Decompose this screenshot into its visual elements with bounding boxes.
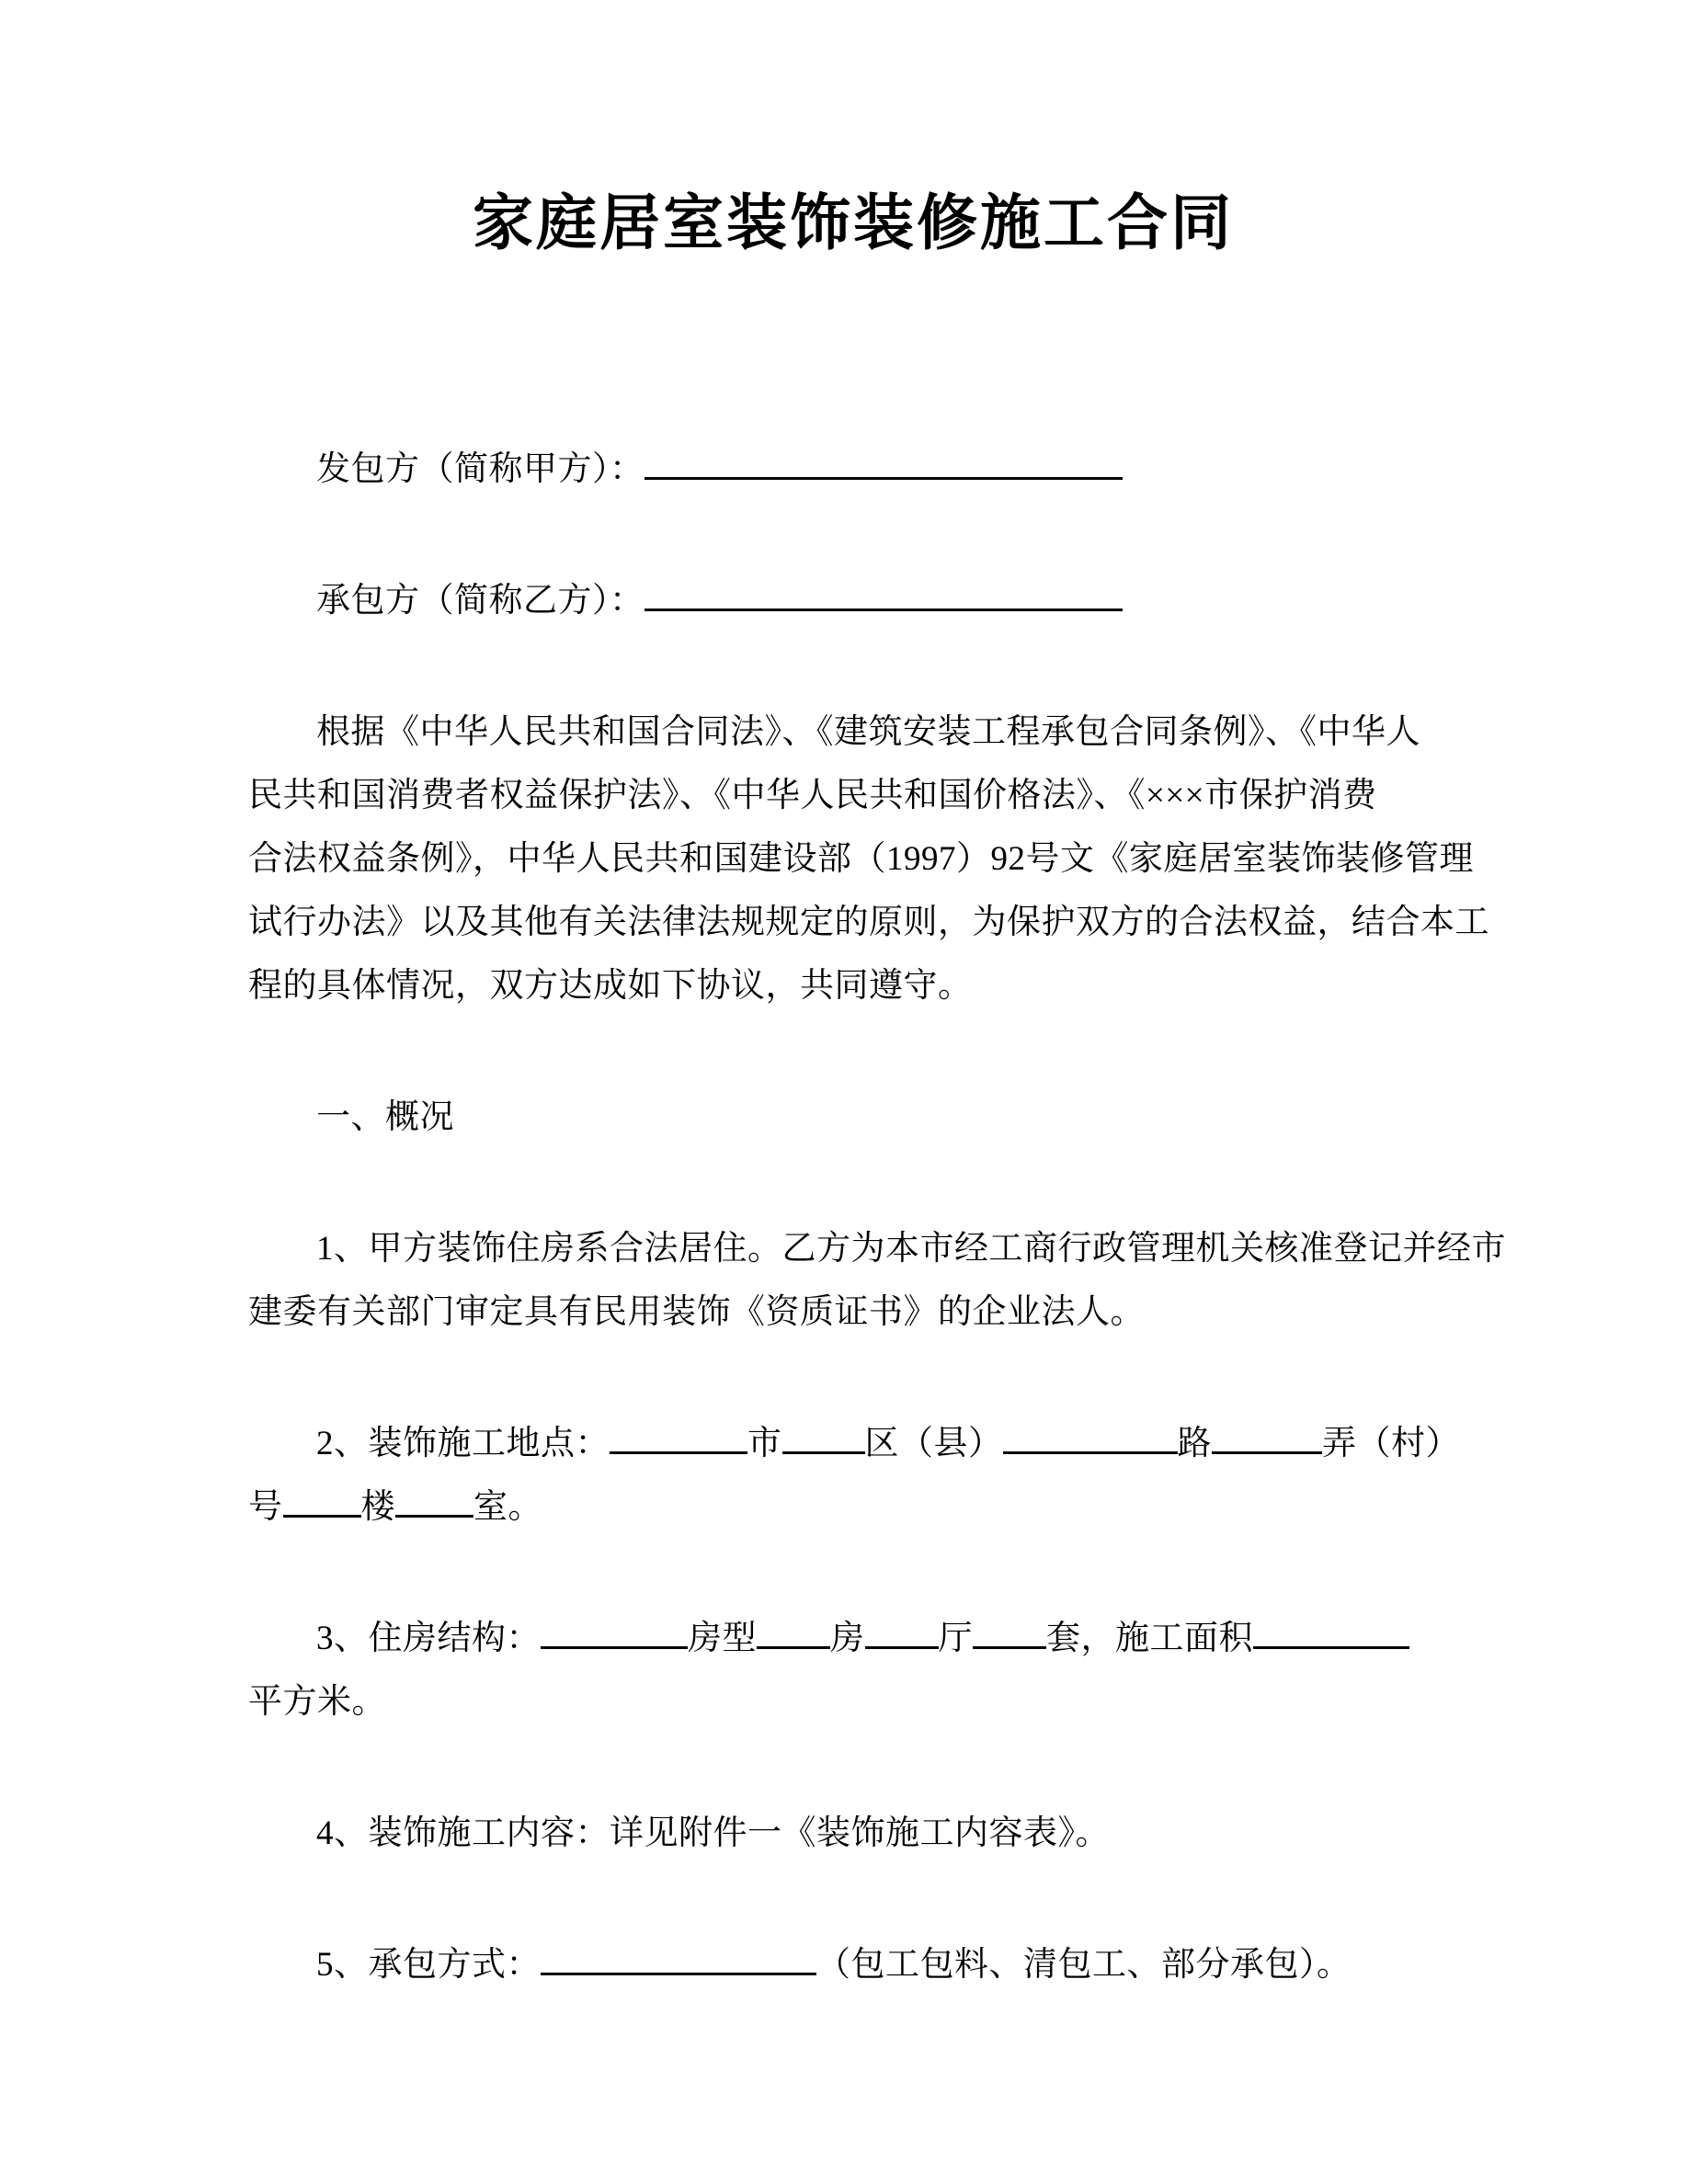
fill-in-blank [1212, 1415, 1322, 1454]
fill-in-blank [644, 572, 1123, 611]
text-line [248, 1933, 1458, 1996]
fill-in-blank [757, 1610, 830, 1649]
text-run: 民共和国消费者权益保护法》、《中华人民共和国价格法》、《×××市保护消费 [248, 777, 1377, 814]
text-run: 区（县） [864, 1425, 1003, 1462]
fill-in-blank [782, 1415, 865, 1454]
fill-in-blank [541, 1936, 816, 1975]
text-line [248, 827, 1474, 891]
text-line [248, 1086, 1458, 1149]
text-run: 发包方（简称甲方）： [316, 450, 644, 488]
section-1-heading [248, 1086, 1458, 1149]
text-line [248, 1217, 1506, 1280]
fill-in-blank [973, 1610, 1046, 1649]
text-run: 2、装饰施工地点： [316, 1425, 610, 1462]
preamble-paragraph [248, 700, 1489, 1018]
party-b-line [248, 569, 1458, 632]
text-line [248, 1475, 1458, 1539]
text-run: （包工包料、清包工、部分承包）。 [816, 1946, 1352, 1984]
text-run: 5、承包方式： [316, 1946, 541, 1984]
text-line [248, 1412, 1458, 1475]
fill-in-blank [283, 1478, 361, 1518]
fill-in-blank [541, 1610, 688, 1649]
text-line [248, 891, 1489, 954]
party-a-line [248, 438, 1458, 501]
text-line [248, 1280, 1458, 1344]
document-body [248, 438, 1506, 1996]
text-run: 弄（村） [1322, 1425, 1460, 1462]
text-run: 楼 [360, 1488, 395, 1526]
text-run: 平方米。 [248, 1683, 386, 1721]
fill-in-blank [1003, 1415, 1178, 1454]
text-run: 根据《中华人民共和国合同法》、《建筑安装工程承包合同条例》、《中华人 [316, 713, 1420, 751]
text-run: 房型 [688, 1620, 757, 1657]
text-line [248, 1802, 1458, 1865]
fill-in-blank [865, 1610, 939, 1649]
text-run: 室。 [473, 1488, 542, 1526]
fill-in-blank [1253, 1610, 1409, 1649]
item-5 [248, 1933, 1458, 1996]
fill-in-blank [644, 440, 1123, 480]
fill-in-blank [610, 1415, 747, 1454]
text-run: 路 [1177, 1425, 1212, 1462]
text-run: 一、概况 [316, 1098, 454, 1136]
text-run: 承包方（简称乙方）： [316, 582, 644, 620]
document-title: 家庭居室装饰装修施工合同 [473, 188, 1234, 256]
item-3 [248, 1607, 1458, 1734]
text-run: 合法权益条例》，中华人民共和国建设部（1997）92号文《家庭居室装饰装修管理 [248, 840, 1474, 878]
text-line [248, 954, 1458, 1018]
text-run: 3、住房结构： [316, 1620, 541, 1657]
text-line [248, 438, 1458, 501]
text-run: 4、装饰施工内容：详见附件一《装饰施工内容表》。 [316, 1814, 1110, 1852]
item-1 [248, 1217, 1506, 1344]
text-run: 号 [248, 1488, 283, 1526]
text-run: 程的具体情况，双方达成如下协议，共同遵守。 [248, 967, 973, 1005]
text-line [248, 569, 1458, 632]
text-line [248, 700, 1458, 764]
item-4 [248, 1802, 1458, 1865]
text-run: 市 [747, 1425, 782, 1462]
text-line [248, 764, 1458, 827]
text-run: 1、甲方装饰住房系合法居住。乙方为本市经工商行政管理机关核准登记并经市 [316, 1230, 1506, 1268]
text-line [248, 1607, 1458, 1670]
text-run: 厅 [938, 1620, 973, 1657]
text-line [248, 1670, 1458, 1734]
fill-in-blank [395, 1478, 473, 1518]
text-run: 建委有关部门审定具有民用装饰《资质证书》的企业法人。 [248, 1293, 1145, 1331]
text-run: 房 [830, 1620, 865, 1657]
text-run: 试行办法》以及其他有关法律法规规定的原则，为保护双方的合法权益，结合本工 [248, 904, 1489, 941]
item-2 [248, 1412, 1458, 1539]
text-run: 套，施工面积 [1046, 1620, 1253, 1657]
